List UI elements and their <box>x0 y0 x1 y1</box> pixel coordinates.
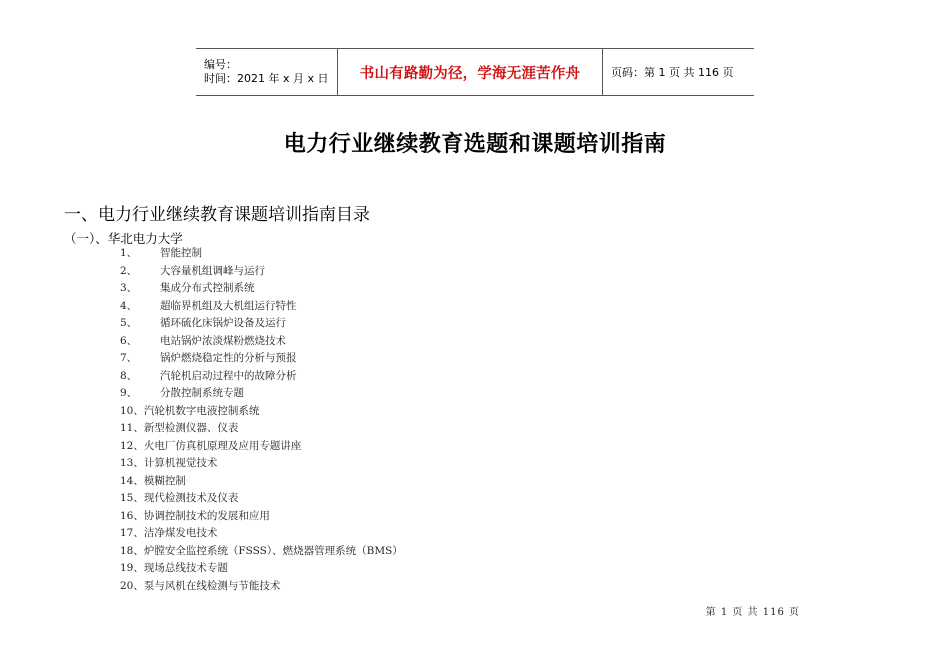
document-title: 电力行业继续教育选题和课题培训指南 <box>283 132 667 157</box>
list-item-text: 电站锅炉浓淡煤粉燃烧技术 <box>160 334 286 347</box>
list-item-text: 计算机视觉技术 <box>143 457 218 469</box>
list-item-text: 协调控制技术的发展和应用 <box>143 509 270 522</box>
list-item <box>120 368 403 386</box>
list-item-number: 11、 <box>120 422 144 434</box>
list-item-number: 13、 <box>120 457 144 469</box>
page-info: 页码：第 1 页 共 116 页 <box>611 66 734 79</box>
list-item-text: 汽轮机启动过程中的故障分析 <box>160 369 297 382</box>
list-item-text: 现代检测技术及仪表 <box>143 492 239 504</box>
list-item-text: 循环硫化床锅炉设备及运行 <box>160 317 286 329</box>
list-item <box>120 578 403 596</box>
list-item-number: 20、 <box>120 579 144 592</box>
list-item <box>120 525 403 543</box>
list-item-number: 4、 <box>120 299 138 312</box>
motto: 书山有路勤为径，学海无涯苦作舟 <box>359 64 581 82</box>
date-label: 时间：2021 年 x 月 x 日 <box>204 72 329 85</box>
list-item <box>120 543 403 561</box>
list-item <box>120 438 403 456</box>
list-item-text: 智能控制 <box>160 247 202 259</box>
list-item <box>120 403 403 421</box>
list-item <box>120 315 403 333</box>
list-item <box>120 350 403 368</box>
list-item-number: 9、 <box>120 387 138 399</box>
list-item <box>120 280 403 298</box>
list-item-number: 17、 <box>120 527 144 539</box>
list-item-text: 泵与风机在线检测与节能技术 <box>143 579 281 592</box>
list-item-number: 10、 <box>120 404 144 417</box>
list-item-text: 火电厂仿真机原理及应用专题讲座 <box>143 439 302 452</box>
list-item <box>120 490 403 508</box>
list-item-text: 现场总线技术专题 <box>143 562 228 574</box>
header-motto-cell <box>338 49 603 95</box>
page-footer: 第 1 页 共 116 页 <box>705 607 800 618</box>
list-item-text: 洁净煤发电技术 <box>143 527 218 539</box>
list-item-number: 18、 <box>120 544 144 557</box>
list-item-number: 19、 <box>120 562 144 574</box>
list-item-number: 12、 <box>120 439 144 452</box>
list-item-text: 大容量机组调峰与运行 <box>160 264 265 277</box>
number-label: 编号： <box>204 58 237 71</box>
list-item-text: 集成分布式控制系统 <box>160 282 255 294</box>
list-item-number: 6、 <box>120 334 138 347</box>
list-item <box>120 263 403 281</box>
list-item-number: 3、 <box>120 282 138 294</box>
list-item-text: 锅炉燃烧稳定性的分析与预报 <box>160 352 297 364</box>
list-item-text: 模糊控制 <box>143 474 186 487</box>
document-header <box>196 48 754 96</box>
list-item <box>120 560 403 578</box>
list-item-number: 15、 <box>120 492 144 504</box>
list-item-text: 炉膛安全监控系统（FSSS）、燃烧器管理系统（BMS） <box>143 544 403 557</box>
list-item-text: 汽轮机数字电液控制系统 <box>143 404 260 417</box>
list-item-text: 新型检测仪器、仪表 <box>143 422 239 434</box>
list-item-number: 5、 <box>120 317 138 329</box>
list-item-number: 14、 <box>120 474 144 487</box>
list-item-number: 7、 <box>120 352 138 364</box>
section-heading: 一、电力行业继续教育课题培训指南目录 <box>64 205 370 225</box>
list-item-number: 16、 <box>120 509 144 522</box>
list-item <box>120 298 403 316</box>
list-item-number: 2、 <box>120 264 138 277</box>
topic-list <box>120 245 403 595</box>
list-item <box>120 420 403 438</box>
list-item <box>120 245 403 263</box>
list-item <box>120 333 403 351</box>
list-item <box>120 473 403 491</box>
list-item <box>120 508 403 526</box>
list-item <box>120 455 403 473</box>
list-item <box>120 385 403 403</box>
header-meta <box>196 49 338 95</box>
subsection-heading: （一）、华北电力大学 <box>64 231 183 246</box>
list-item-number: 1、 <box>120 247 138 259</box>
header-page-info <box>603 49 754 95</box>
list-item-number: 8、 <box>120 369 138 382</box>
list-item-text: 超临界机组及大机组运行特性 <box>160 299 297 312</box>
list-item-text: 分散控制系统专题 <box>160 387 244 399</box>
